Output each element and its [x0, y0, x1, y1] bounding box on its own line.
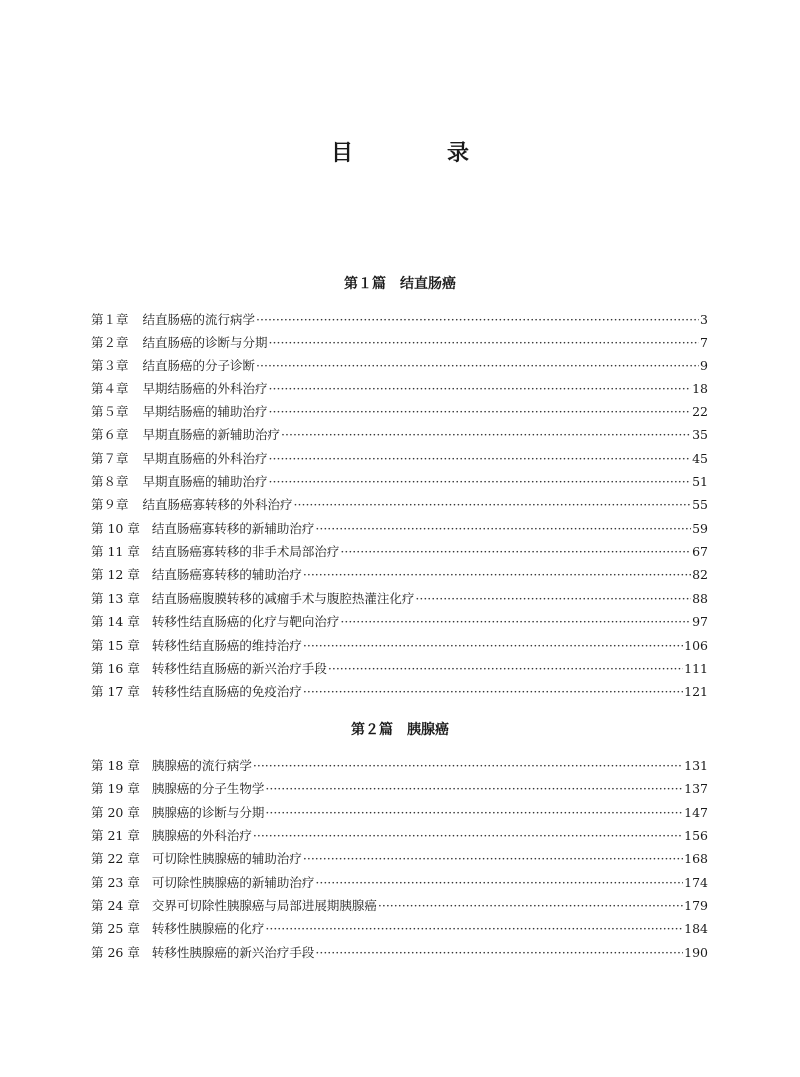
page-number: 82: [692, 567, 708, 582]
page-number: 184: [684, 921, 708, 936]
toc-entry[interactable]: [91, 802, 708, 824]
dot-leader: [265, 802, 683, 824]
chapter-number: 第 17 章: [91, 684, 140, 699]
dot-leader: [315, 518, 691, 540]
toc-entry[interactable]: [91, 918, 708, 940]
chapter-number: 第７章: [91, 451, 129, 466]
chapter-title: 结直肠癌寡转移的辅助治疗: [151, 567, 302, 582]
chapter-number: 第 25 章: [91, 921, 140, 936]
chapter-number: 第 23 章: [91, 875, 140, 890]
toc-entry[interactable]: [91, 332, 708, 354]
chapter-title: 早期直肠癌的辅助治疗: [142, 474, 268, 489]
dot-leader: [303, 681, 683, 703]
chapter-title: 结直肠癌的分子诊断: [142, 358, 256, 373]
chapter-title: 可切除性胰腺癌的新辅助治疗: [151, 875, 315, 890]
dot-leader: [315, 942, 683, 964]
dot-leader: [253, 755, 683, 777]
dot-leader: [256, 309, 699, 331]
chapter-title: 早期直肠癌的外科治疗: [142, 451, 268, 466]
toc-entry[interactable]: [91, 378, 708, 400]
toc-entry[interactable]: [91, 424, 708, 446]
chapter-title: 转移性结直肠癌的新兴治疗手段: [151, 661, 327, 676]
page-number: 45: [692, 451, 708, 466]
chapter-title: 转移性结直肠癌的维持治疗: [151, 638, 302, 653]
dot-leader: [294, 494, 692, 516]
page-number: 190: [684, 945, 708, 960]
chapter-title: 胰腺癌的诊断与分期: [151, 805, 265, 820]
page-number: 179: [684, 898, 708, 913]
chapter-title: 早期结肠癌的外科治疗: [142, 381, 268, 396]
dot-leader: [265, 778, 683, 800]
dot-leader: [265, 918, 683, 940]
page-number: 3: [700, 312, 708, 327]
page-number: 55: [692, 497, 708, 512]
part-number: 第１篇: [344, 276, 386, 292]
toc-entry[interactable]: [91, 401, 708, 423]
dot-leader: [281, 424, 691, 446]
chapter-number: 第 26 章: [91, 945, 140, 960]
chapter-title: 胰腺癌的外科治疗: [151, 828, 252, 843]
dot-leader: [256, 355, 699, 377]
part-heading: [0, 720, 800, 740]
toc-entry[interactable]: [91, 518, 708, 540]
chapter-title: 胰腺癌的流行病学: [151, 758, 252, 773]
toc-entry[interactable]: [91, 942, 708, 964]
chapter-title: 早期直肠癌的新辅助治疗: [142, 427, 281, 442]
part-name: 胰腺癌: [407, 722, 449, 738]
page-title: 目 录: [330, 140, 505, 166]
dot-leader: [415, 588, 691, 610]
toc-entry[interactable]: [91, 681, 708, 703]
part-heading: [0, 274, 800, 294]
page-number: 174: [684, 875, 708, 890]
toc-entry[interactable]: [91, 611, 708, 633]
toc-entry[interactable]: [91, 635, 708, 657]
chapter-number: 第 21 章: [91, 828, 140, 843]
chapter-title: 早期结肠癌的辅助治疗: [142, 404, 268, 419]
chapter-number: 第 14 章: [91, 614, 140, 629]
chapter-number: 第５章: [91, 404, 129, 419]
chapter-number: 第 15 章: [91, 638, 140, 653]
chapter-number: 第６章: [91, 427, 129, 442]
toc-entry[interactable]: [91, 895, 708, 917]
chapter-title: 结直肠癌的诊断与分期: [142, 335, 268, 350]
dot-leader: [269, 471, 692, 493]
chapter-number: 第１章: [91, 312, 129, 327]
page-number: 137: [684, 781, 708, 796]
page-number: 59: [692, 521, 708, 536]
chapter-title: 结直肠癌的流行病学: [142, 312, 256, 327]
dot-leader: [253, 825, 683, 847]
page-number: 106: [684, 638, 708, 653]
part-number: 第２篇: [351, 722, 393, 738]
chapter-title: 胰腺癌的分子生物学: [151, 781, 265, 796]
toc-entry[interactable]: [91, 658, 708, 680]
page-number: 7: [700, 335, 708, 350]
page-number: 9: [700, 358, 708, 373]
chapter-number: 第４章: [91, 381, 129, 396]
page-number: 67: [692, 544, 708, 559]
dot-leader: [340, 541, 691, 563]
dot-leader: [303, 564, 691, 586]
page-number: 22: [692, 404, 708, 419]
toc-entry[interactable]: [91, 494, 708, 516]
dot-leader: [269, 448, 692, 470]
toc-entry[interactable]: [91, 355, 708, 377]
toc-entry[interactable]: [91, 541, 708, 563]
page-number: 147: [684, 805, 708, 820]
dot-leader: [378, 895, 683, 917]
chapter-title: 结直肠癌寡转移的非手术局部治疗: [151, 544, 340, 559]
chapter-number: 第２章: [91, 335, 129, 350]
dot-leader: [269, 378, 692, 400]
chapter-title: 转移性胰腺癌的新兴治疗手段: [151, 945, 315, 960]
page-number: 168: [684, 851, 708, 866]
page-number: 18: [692, 381, 708, 396]
page-number: 97: [692, 614, 708, 629]
page-number: 131: [684, 758, 708, 773]
dot-leader: [269, 401, 692, 423]
toc-entry[interactable]: [91, 471, 708, 493]
chapter-title: 结直肠癌寡转移的新辅助治疗: [151, 521, 315, 536]
toc-entry[interactable]: [91, 825, 708, 847]
toc-entry[interactable]: [91, 872, 708, 894]
chapter-number: 第 12 章: [91, 567, 140, 582]
chapter-title: 交界可切除性胰腺癌与局部进展期胰腺癌: [151, 898, 377, 913]
chapter-number: 第 11 章: [91, 544, 140, 559]
page-number: 51: [692, 474, 708, 489]
chapter-number: 第 10 章: [91, 521, 140, 536]
dot-leader: [315, 872, 683, 894]
toc-entry[interactable]: [91, 848, 708, 870]
chapter-number: 第 20 章: [91, 805, 140, 820]
chapter-title: 可切除性胰腺癌的辅助治疗: [151, 851, 302, 866]
part-section: [0, 274, 800, 294]
page-number: 156: [684, 828, 708, 843]
dot-leader: [303, 635, 683, 657]
page-number: 111: [684, 661, 708, 676]
toc-entry[interactable]: [91, 755, 708, 777]
chapter-number: 第 22 章: [91, 851, 140, 866]
chapter-number: 第 19 章: [91, 781, 140, 796]
chapter-number: 第 24 章: [91, 898, 140, 913]
toc-entry[interactable]: [91, 564, 708, 586]
chapter-number: 第３章: [91, 358, 129, 373]
chapter-title: 转移性胰腺癌的化疗: [151, 921, 265, 936]
chapter-title: 转移性结直肠癌的化疗与靶向治疗: [151, 614, 340, 629]
toc-entry[interactable]: [91, 309, 708, 331]
part-name: 结直肠癌: [400, 276, 456, 292]
chapter-number: 第 18 章: [91, 758, 140, 773]
chapter-title: 转移性结直肠癌的免疫治疗: [151, 684, 302, 699]
toc-entry[interactable]: [91, 448, 708, 470]
toc-entry[interactable]: [91, 778, 708, 800]
page-number: 121: [684, 684, 708, 699]
chapter-title: 结直肠癌寡转移的外科治疗: [142, 497, 293, 512]
chapter-number: 第 16 章: [91, 661, 140, 676]
part-section: [0, 720, 800, 740]
dot-leader: [340, 611, 691, 633]
chapter-number: 第８章: [91, 474, 129, 489]
page-number: 35: [692, 427, 708, 442]
chapter-number: 第９章: [91, 497, 129, 512]
page-number: 88: [692, 591, 708, 606]
dot-leader: [328, 658, 683, 680]
dot-leader: [303, 848, 683, 870]
chapter-title: 结直肠癌腹膜转移的减瘤手术与腹腔热灌注化疗: [151, 591, 415, 606]
toc-entry[interactable]: [91, 588, 708, 610]
dot-leader: [269, 332, 700, 354]
chapter-number: 第 13 章: [91, 591, 140, 606]
